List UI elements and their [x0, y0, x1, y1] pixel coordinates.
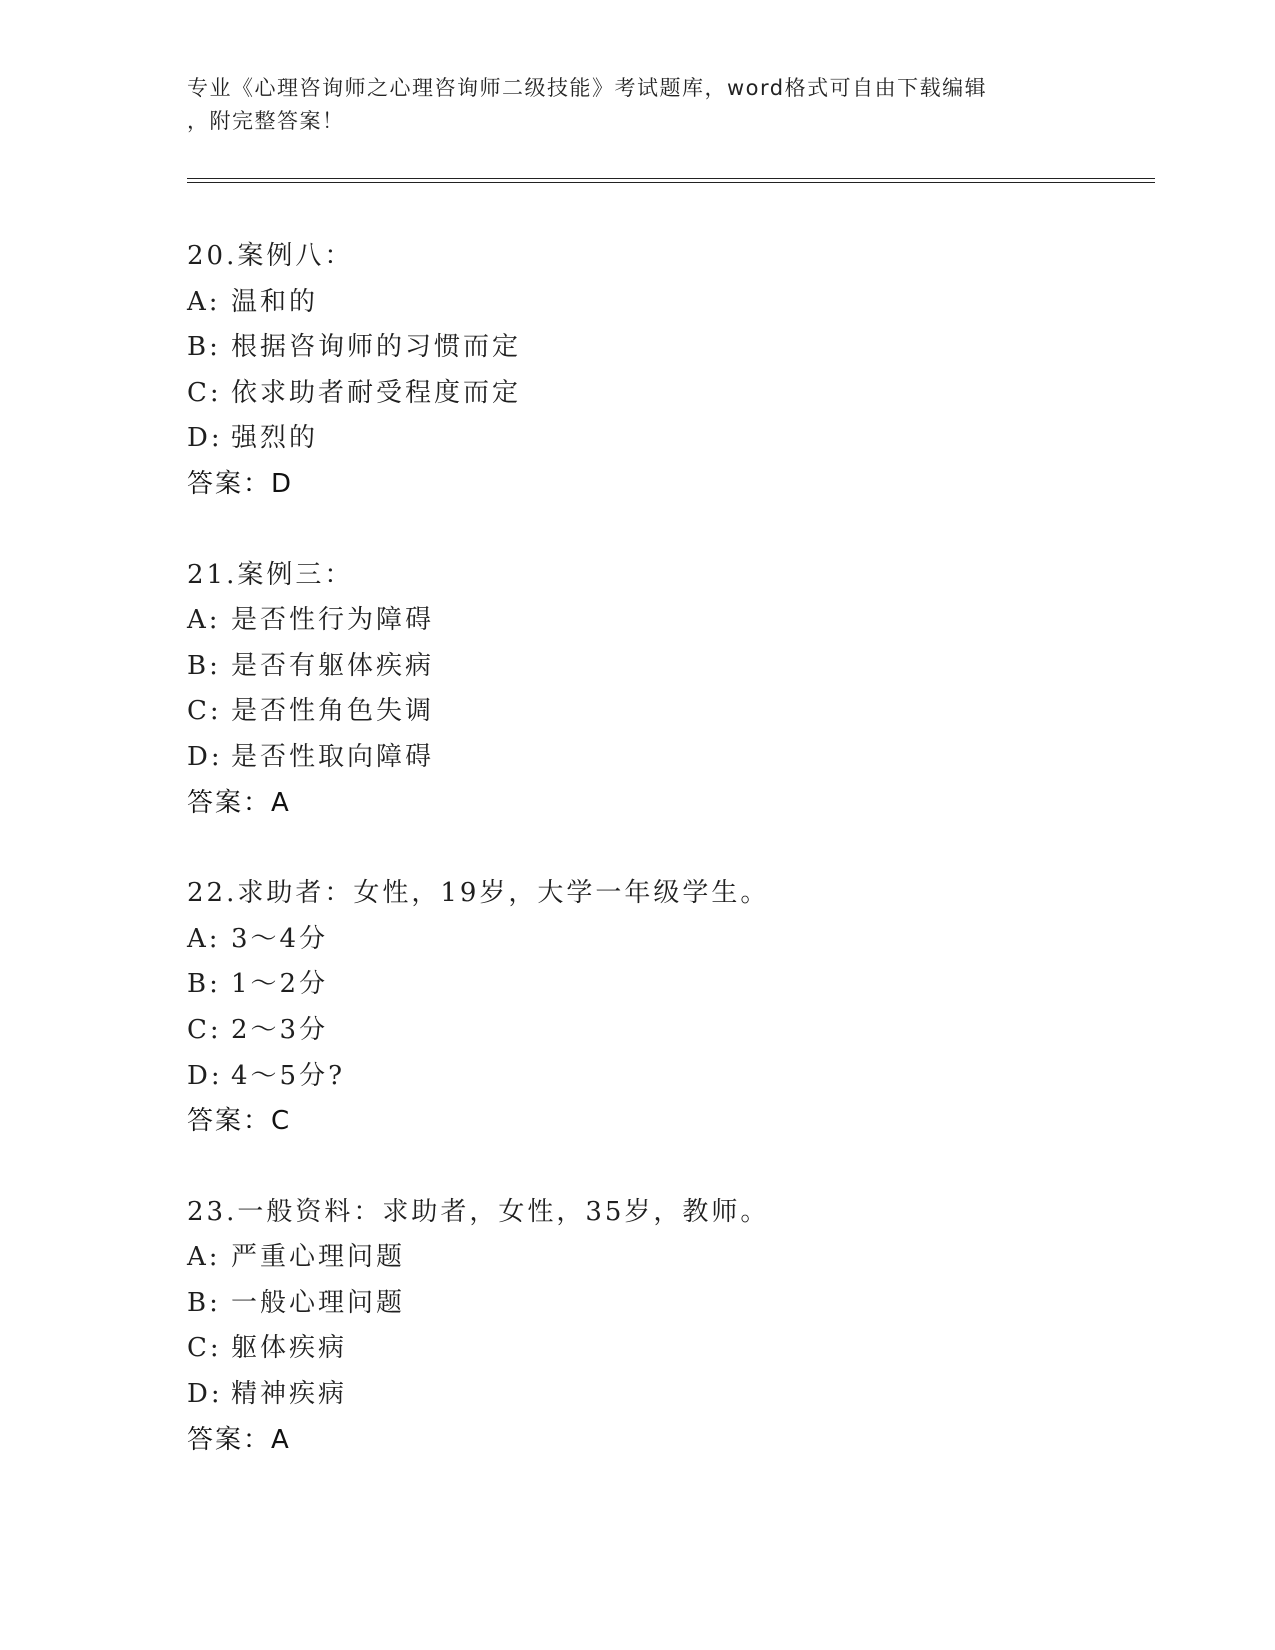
question-21 [187, 553, 1147, 827]
question-stem: 20.案例八： [187, 241, 354, 271]
question-23 [187, 1190, 1147, 1464]
answer-line: 答案：A [187, 1424, 291, 1455]
option-label: C: [187, 377, 222, 408]
option-text: 躯体疾病 [231, 1333, 348, 1364]
question-list [187, 234, 1147, 1508]
option-b [187, 962, 1147, 1008]
option-label: A: [187, 1242, 221, 1273]
question-stem: 23.一般资料：求助者，女性，35岁，教师。 [187, 1196, 770, 1227]
option-d [187, 416, 1147, 462]
option-text: 2～3分 [231, 1014, 329, 1045]
option-a [187, 1235, 1147, 1281]
option-text: 强烈的 [231, 423, 319, 454]
option-text: 依求助者耐受程度而定 [231, 377, 522, 408]
option-label: C: [187, 1333, 222, 1364]
header-line-1: 专业《心理咨询师之心理咨询师二级技能》考试题库，word格式可自由下载编辑 [187, 76, 988, 100]
question-stem: 21.案例三： [187, 559, 354, 590]
option-label: D: [187, 1379, 223, 1410]
option-b [187, 325, 1147, 371]
option-text: 是否性行为障碍 [231, 605, 435, 636]
option-label: B: [187, 969, 221, 1000]
option-text: 严重心理问题 [231, 1242, 406, 1273]
option-d [187, 1054, 1147, 1100]
option-label: D: [187, 741, 223, 772]
option-text: 1～2分 [231, 969, 329, 1000]
question-20 [187, 234, 1147, 508]
option-d [187, 735, 1147, 781]
header-line-2: ，附完整答案！ [187, 109, 345, 133]
option-text: 是否性取向障碍 [231, 741, 435, 772]
answer-line: 答案：C [187, 1106, 292, 1137]
option-b [187, 644, 1147, 690]
option-label: D: [187, 1060, 223, 1091]
header-divider [187, 178, 1155, 183]
option-text: 一般心理问题 [231, 1287, 406, 1318]
option-text: 3～4分 [231, 923, 329, 954]
answer-line: 答案：A [187, 787, 291, 818]
option-text: 是否性角色失调 [231, 696, 435, 727]
option-c [187, 689, 1147, 735]
option-c [187, 1326, 1147, 1372]
option-text: 是否有躯体疾病 [231, 650, 435, 681]
option-text: 精神疾病 [231, 1379, 348, 1410]
option-a [187, 917, 1147, 963]
option-c [187, 371, 1147, 417]
option-label: C: [187, 696, 222, 727]
question-22 [187, 871, 1147, 1145]
option-a [187, 280, 1147, 326]
option-label: C: [187, 1014, 222, 1045]
option-text: 根据咨询师的习惯而定 [231, 332, 522, 363]
option-label: B: [187, 332, 221, 363]
option-label: A: [187, 923, 221, 954]
option-a [187, 598, 1147, 644]
option-label: A: [187, 286, 221, 317]
option-c [187, 1008, 1147, 1054]
option-label: A: [187, 605, 221, 636]
option-b [187, 1281, 1147, 1327]
question-stem: 22.求助者：女性，19岁，大学一年级学生。 [187, 878, 770, 909]
answer-line: 答案：D [187, 468, 294, 499]
document-header [187, 72, 1067, 138]
option-text: 4～5分? [231, 1060, 346, 1091]
option-d [187, 1372, 1147, 1418]
option-label: B: [187, 650, 221, 681]
option-text: 温和的 [231, 286, 319, 317]
option-label: B: [187, 1287, 221, 1318]
option-label: D: [187, 423, 223, 454]
